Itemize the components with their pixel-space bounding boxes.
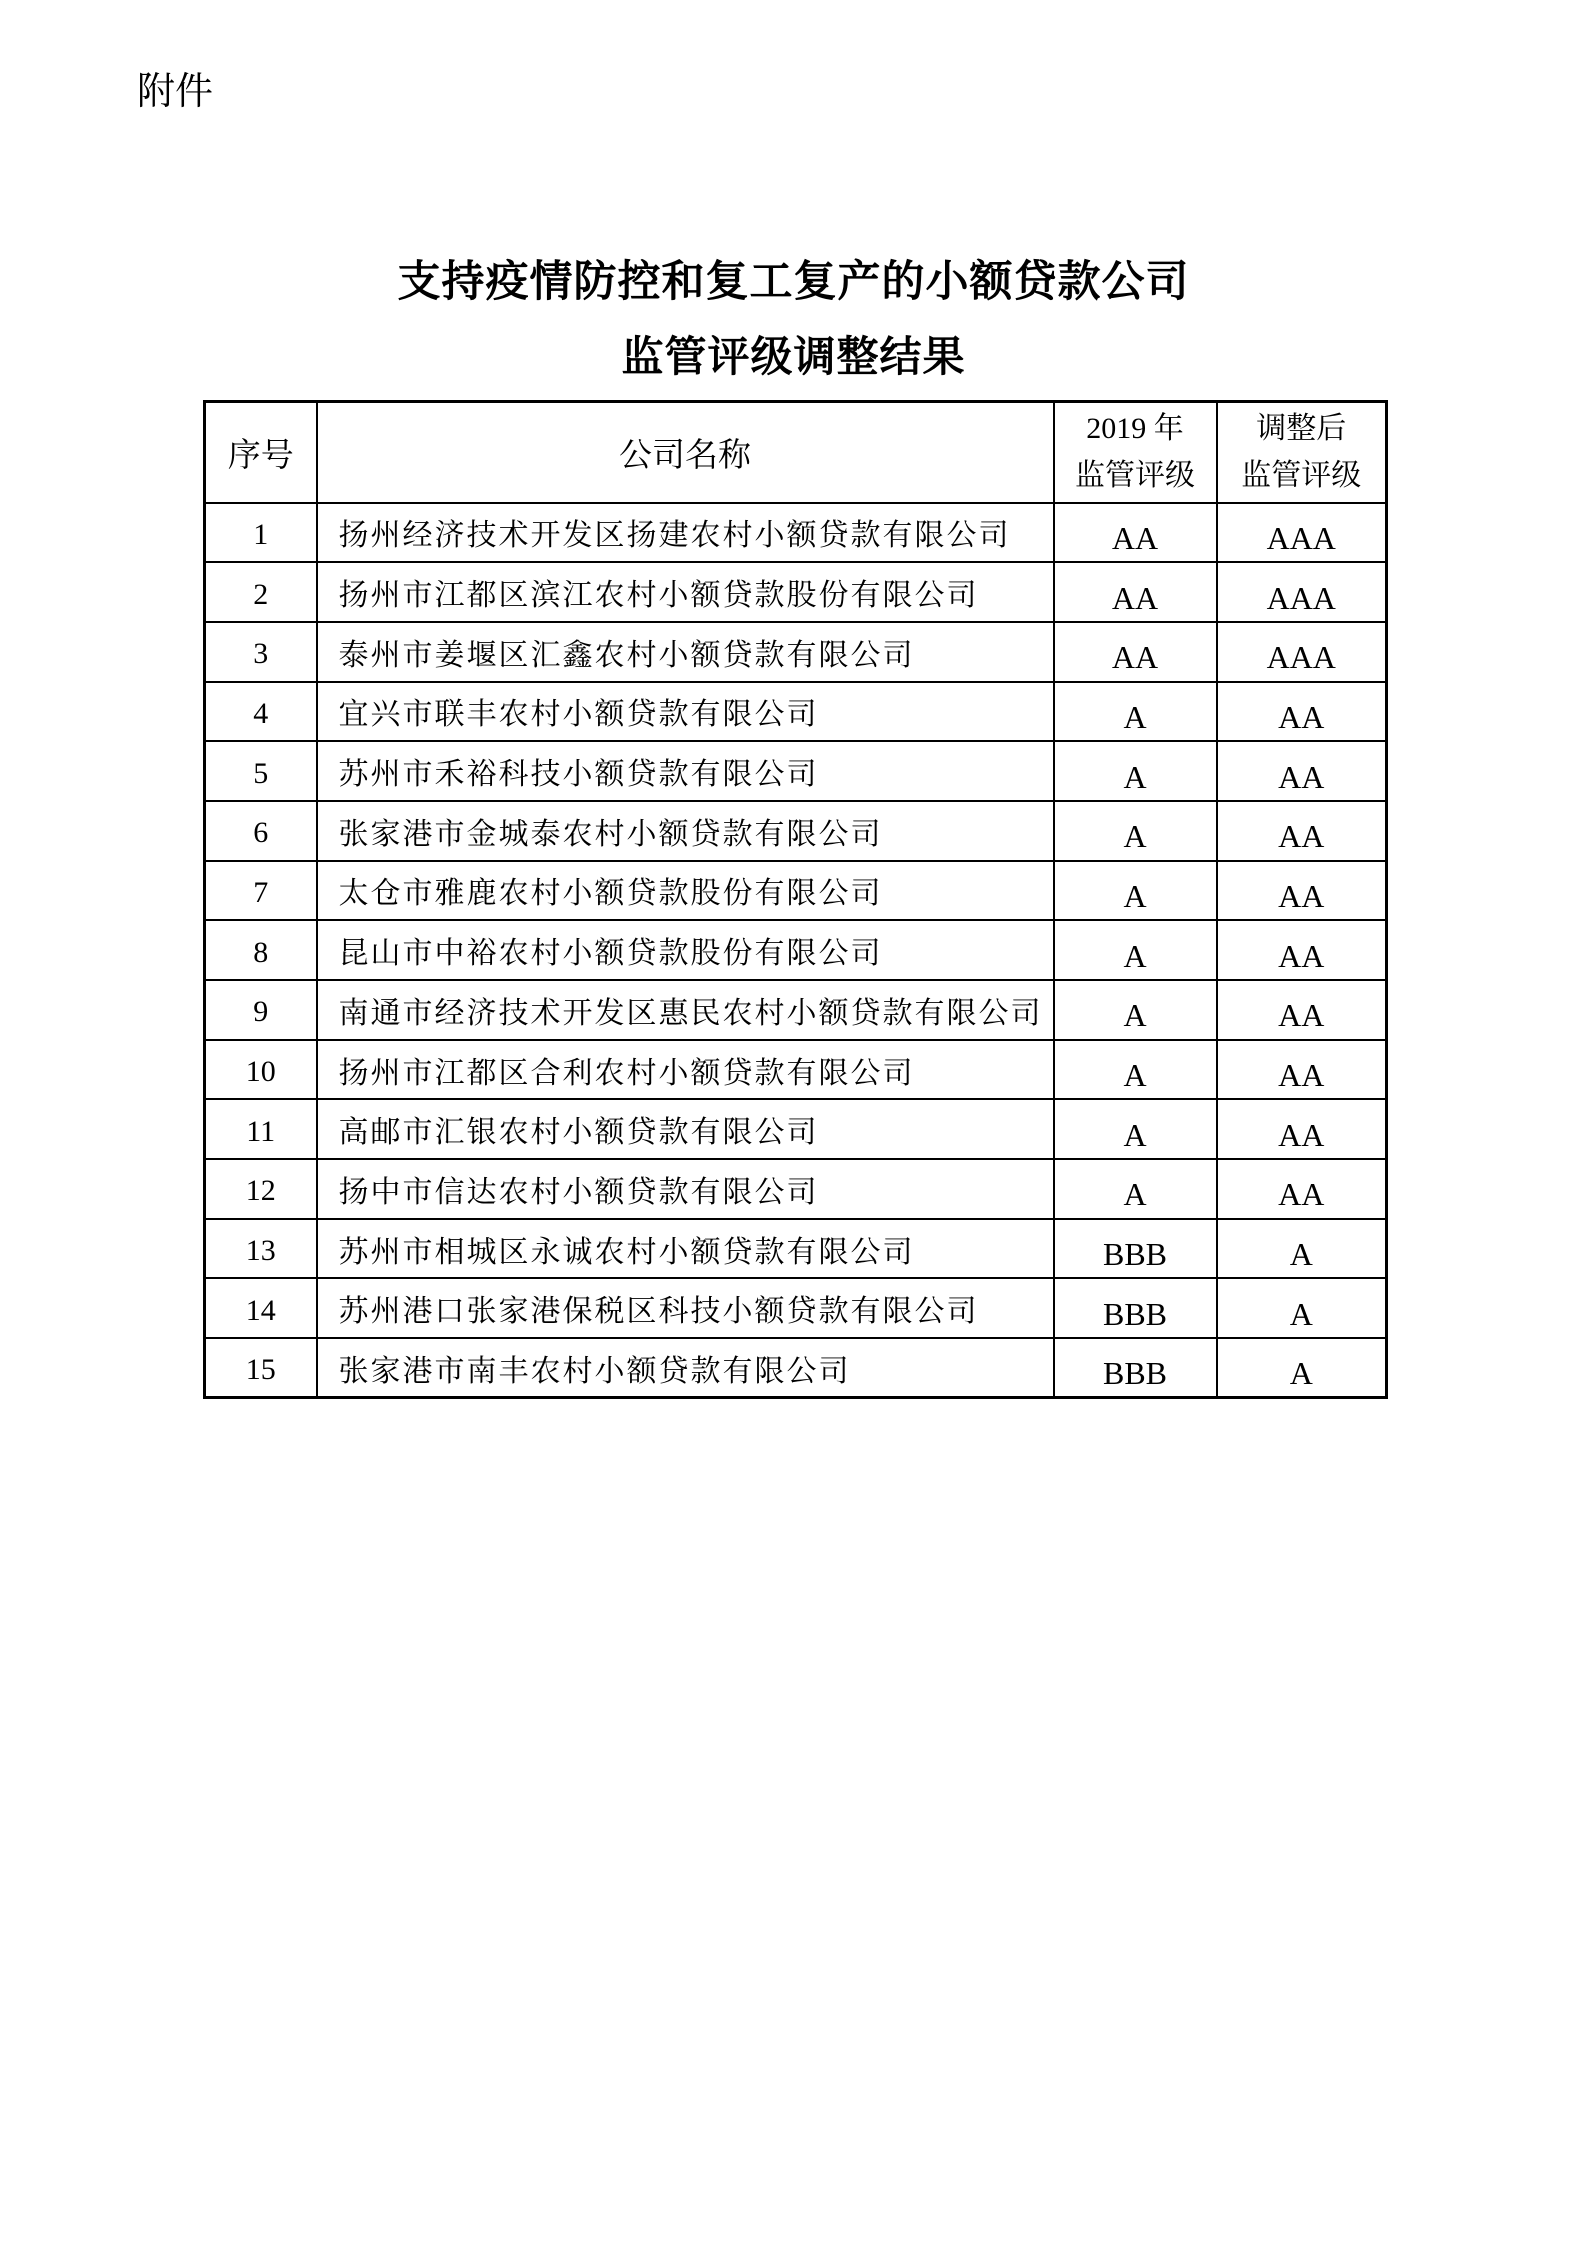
table-row: [205, 503, 1387, 563]
rating-adjusted-cell: AA: [1217, 1099, 1387, 1159]
table-header: [205, 402, 1387, 503]
rating-adjusted-cell: AA: [1217, 920, 1387, 980]
rating-adjusted-cell: AAA: [1217, 562, 1387, 622]
table-row: [205, 622, 1387, 682]
company-name-cell: 高邮市汇银农村小额贷款有限公司: [317, 1099, 1054, 1159]
table-row: [205, 1040, 1387, 1100]
rating-2019-cell: A: [1054, 741, 1217, 801]
company-name-cell: 宜兴市联丰农村小额贷款有限公司: [317, 682, 1054, 742]
index-cell: 10: [205, 1040, 317, 1100]
table-row: [205, 1159, 1387, 1219]
rating-2019-cell: A: [1054, 1040, 1217, 1100]
rating-2019-cell: BBB: [1054, 1278, 1217, 1338]
index-cell: 7: [205, 861, 317, 921]
rating-2019-cell: A: [1054, 980, 1217, 1040]
index-cell: 8: [205, 920, 317, 980]
index-cell: 15: [205, 1338, 317, 1398]
table-body: [205, 503, 1387, 1398]
table-row: [205, 801, 1387, 861]
company-name-cell: 张家港市南丰农村小额贷款有限公司: [317, 1338, 1054, 1398]
table-row: [205, 1099, 1387, 1159]
company-name-cell: 苏州港口张家港保税区科技小额贷款有限公司: [317, 1278, 1054, 1338]
rating-adjusted-cell: AA: [1217, 1040, 1387, 1100]
header-rating-2019: [1054, 402, 1217, 503]
index-cell: 6: [205, 801, 317, 861]
rating-2019-cell: BBB: [1054, 1219, 1217, 1279]
table-row: [205, 920, 1387, 980]
index-cell: 14: [205, 1278, 317, 1338]
company-name-cell: 昆山市中裕农村小额贷款股份有限公司: [317, 920, 1054, 980]
rating-adjusted-cell: AA: [1217, 980, 1387, 1040]
header-rating-adjusted-line1: 调整后: [1256, 412, 1347, 446]
rating-adjusted-cell: AA: [1217, 801, 1387, 861]
company-name-cell: 张家港市金城泰农村小额贷款有限公司: [317, 801, 1054, 861]
index-cell: 11: [205, 1099, 317, 1159]
rating-adjusted-cell: AA: [1217, 1159, 1387, 1219]
index-cell: 3: [205, 622, 317, 682]
index-cell: 9: [205, 980, 317, 1040]
rating-2019-cell: A: [1054, 801, 1217, 861]
rating-adjusted-cell: AA: [1217, 861, 1387, 921]
rating-2019-cell: BBB: [1054, 1338, 1217, 1398]
rating-2019-cell: A: [1054, 920, 1217, 980]
rating-adjusted-cell: A: [1217, 1338, 1387, 1398]
rating-2019-cell: A: [1054, 682, 1217, 742]
rating-adjusted-cell: AAA: [1217, 503, 1387, 563]
rating-2019-cell: AA: [1054, 562, 1217, 622]
document-title-line-1: 支持疫情防控和复工复产的小额贷款公司: [397, 259, 1190, 306]
rating-2019-cell: A: [1054, 1099, 1217, 1159]
company-name-cell: 南通市经济技术开发区惠民农村小额贷款有限公司: [317, 980, 1054, 1040]
table-row: [205, 1278, 1387, 1338]
rating-adjusted-cell: AA: [1217, 741, 1387, 801]
company-name-cell: 苏州市相城区永诚农村小额贷款有限公司: [317, 1219, 1054, 1279]
company-name-cell: 泰州市姜堰区汇鑫农村小额贷款有限公司: [317, 622, 1054, 682]
header-index: 序号: [205, 402, 317, 503]
header-company-name: 公司名称: [317, 402, 1054, 503]
table-row: [205, 1338, 1387, 1398]
index-cell: 5: [205, 741, 317, 801]
index-cell: 1: [205, 503, 317, 563]
table-row: [205, 1219, 1387, 1279]
header-rating-2019-line2: 监管评级: [1075, 459, 1195, 493]
rating-adjusted-cell: AAA: [1217, 622, 1387, 682]
table-row: [205, 980, 1387, 1040]
index-cell: 4: [205, 682, 317, 742]
table-row: [205, 861, 1387, 921]
rating-2019-cell: A: [1054, 861, 1217, 921]
rating-adjusted-cell: AA: [1217, 682, 1387, 742]
company-name-cell: 苏州市禾裕科技小额贷款有限公司: [317, 741, 1054, 801]
rating-adjusted-cell: A: [1217, 1278, 1387, 1338]
index-cell: 13: [205, 1219, 317, 1279]
document-title-line-2: 监管评级调整结果: [621, 335, 966, 381]
table-row: [205, 682, 1387, 742]
rating-2019-cell: AA: [1054, 622, 1217, 682]
company-name-cell: 扬州市江都区滨江农村小额贷款股份有限公司: [317, 562, 1054, 622]
header-rating-adjusted-line2: 监管评级: [1241, 459, 1362, 493]
company-name-cell: 扬州经济技术开发区扬建农村小额贷款有限公司: [317, 503, 1054, 563]
table-row: [205, 562, 1387, 622]
index-cell: 12: [205, 1159, 317, 1219]
company-name-cell: 扬中市信达农村小额贷款有限公司: [317, 1159, 1054, 1219]
company-name-cell: 太仓市雅鹿农村小额贷款股份有限公司: [317, 861, 1054, 921]
company-name-cell: 扬州市江都区合利农村小额贷款有限公司: [317, 1040, 1054, 1100]
header-rating-2019-line1: 2019 年: [1086, 412, 1184, 446]
table-header-row: [205, 402, 1387, 503]
rating-adjusted-cell: A: [1217, 1219, 1387, 1279]
rating-adjustment-table: [203, 400, 1388, 1399]
header-rating-adjusted: [1217, 402, 1387, 503]
table-row: [205, 741, 1387, 801]
rating-2019-cell: AA: [1054, 503, 1217, 563]
attachment-label: 附件: [137, 71, 214, 113]
rating-2019-cell: A: [1054, 1159, 1217, 1219]
index-cell: 2: [205, 562, 317, 622]
